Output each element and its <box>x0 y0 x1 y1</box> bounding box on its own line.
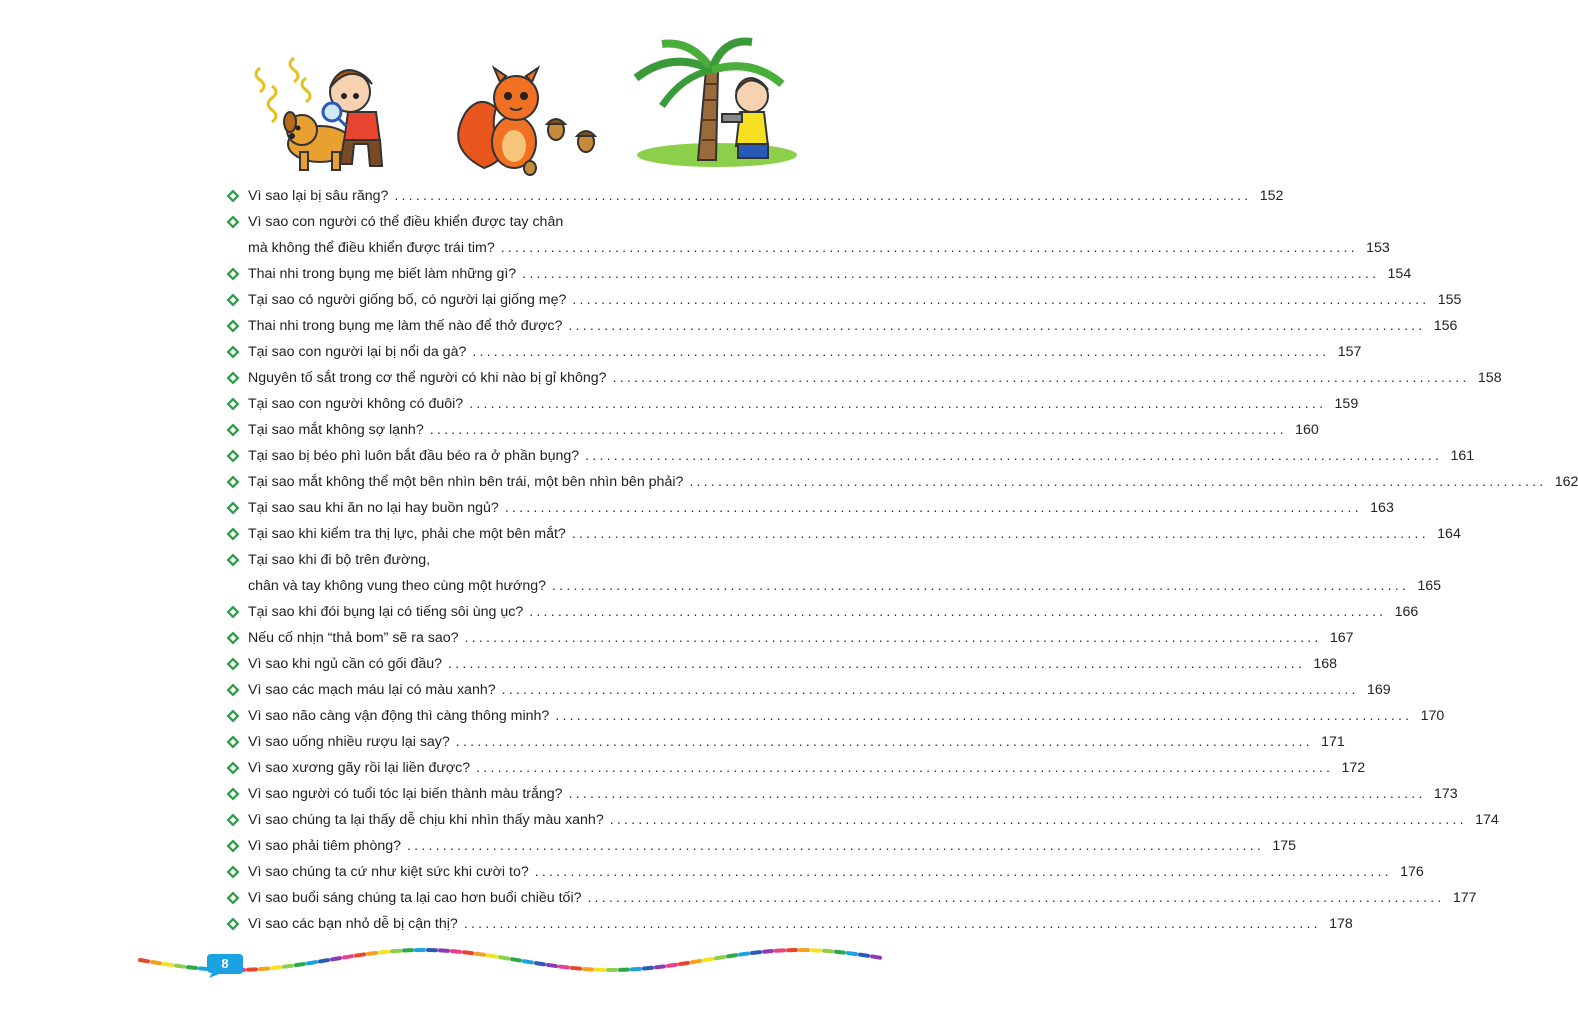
dot-leader: ........................................................................................................................ <box>609 812 1467 828</box>
toc-entry-page: 157 <box>1337 344 1362 360</box>
dot-leader: ........................................................................................................................ <box>464 630 1322 646</box>
wave-dash <box>704 959 712 960</box>
toc-entry-title: Tại sao bị béo phì luôn bắt đầu béo ra ở phần bụng? <box>248 448 580 464</box>
toc-entry-title: Tại sao có người giống bố, có người lại giống mẹ? <box>248 292 567 308</box>
toc-entry <box>226 521 1461 547</box>
toc-entry-title: Thai nhi trong bụng mẹ làm thế nào để thở được? <box>248 318 563 334</box>
dot-leader: ........................................................................................................................ <box>472 344 1330 360</box>
toc-entry-page: 152 <box>1259 188 1284 204</box>
dot-leader: ........................................................................................................................ <box>394 188 1252 204</box>
toc-entry-page: 164 <box>1437 526 1461 542</box>
decorative-dashed-wave <box>140 935 890 985</box>
wave-dash <box>260 968 268 969</box>
toc-entry-title: Nguyên tố sắt trong cơ thể người có khi nào bị gỉ không? <box>248 370 607 386</box>
toc-entry-page: 167 <box>1329 630 1354 646</box>
wave-dash <box>752 952 760 953</box>
dot-leader: ........................................................................................................................ <box>529 604 1387 620</box>
wave-dash <box>500 957 508 958</box>
wave-dash <box>272 967 280 968</box>
wave-dash <box>140 960 148 961</box>
green-diamond-bullet-icon <box>226 423 240 437</box>
toc-entry-title: Vì sao xương gãy rồi lại liền được? <box>248 760 471 776</box>
green-diamond-bullet-icon <box>226 709 240 723</box>
toc-entry <box>226 781 1458 807</box>
wave-dash <box>488 955 496 956</box>
green-diamond-bullet-icon <box>226 631 240 645</box>
toc-entry-page: 175 <box>1272 838 1297 854</box>
green-diamond-bullet-icon <box>226 917 240 931</box>
green-diamond-bullet-icon <box>226 865 240 879</box>
toc-entry-title: Tại sao khi đói bụng lại có tiếng sôi ùng ục? <box>248 604 524 620</box>
toc-entry-title: Vì sao lại bị sâu răng? <box>248 188 389 204</box>
toc-entry <box>226 729 1345 755</box>
wave-dash <box>716 957 724 958</box>
green-diamond-bullet-icon <box>226 761 240 775</box>
green-diamond-bullet-icon <box>226 397 240 411</box>
toc-entry <box>226 625 1354 651</box>
toc-entry-page: 166 <box>1394 604 1419 620</box>
green-diamond-bullet-icon <box>226 735 240 749</box>
dot-leader: ........................................................................................................................ <box>407 838 1265 854</box>
green-diamond-bullet-icon <box>226 189 240 203</box>
toc-entry-page: 160 <box>1295 422 1319 438</box>
wave-dash <box>332 958 340 959</box>
toc-entry <box>226 599 1419 625</box>
toc-entry <box>226 833 1297 859</box>
toc-entry-title: Vì sao buổi sáng chúng ta lại cao hơn buổi chiều tối? <box>248 890 582 906</box>
toc-entry-title: Tại sao mắt không thể một bên nhìn bên trái, một bên nhìn bên phải? <box>248 474 684 490</box>
toc-entry <box>226 651 1338 677</box>
toc-entry-title: mà không thể điều khiển được trái tim? <box>248 240 495 256</box>
wave-dash <box>536 963 544 964</box>
wave-dash <box>584 969 592 970</box>
toc-entry-title: Vì sao phải tiêm phòng? <box>248 838 402 854</box>
wave-dash <box>344 956 352 957</box>
green-diamond-bullet-icon <box>226 371 240 385</box>
illustration-boy-drilling-palm-tree <box>632 40 802 170</box>
toc-entry <box>226 859 1424 885</box>
toc-entry <box>226 911 1353 937</box>
toc-entry-page: 156 <box>1433 318 1458 334</box>
wave-dash <box>572 968 580 969</box>
wave-dash <box>632 969 640 970</box>
toc-entry-page: 170 <box>1420 708 1445 724</box>
wave-dash <box>836 952 844 953</box>
wave-dash <box>164 964 172 965</box>
wave-dash <box>308 962 316 963</box>
toc-entry-title: Tại sao khi đi bộ trên đường, <box>248 552 431 568</box>
dot-leader: ........................................................................................................................ <box>585 448 1443 464</box>
toc-entry-page: 176 <box>1400 864 1424 880</box>
wave-dash <box>476 954 484 955</box>
toc-entry-page: 154 <box>1387 266 1412 282</box>
toc-entry <box>226 885 1477 911</box>
toc-entry-title: Vì sao con người có thể điều khiển được tay chân <box>248 214 564 230</box>
green-diamond-bullet-icon <box>226 813 240 827</box>
wave-dash <box>188 967 196 968</box>
wave-dash <box>452 951 460 952</box>
dot-leader: ........................................................................................................................ <box>500 240 1358 256</box>
green-diamond-bullet-icon <box>226 891 240 905</box>
wave-dash <box>656 966 664 967</box>
toc-entry-title: Vì sao người có tuổi tóc lại biến thành màu trắng? <box>248 786 563 802</box>
toc-entry-page: 159 <box>1334 396 1359 412</box>
page-number: 8 <box>221 956 229 971</box>
wave-dash <box>860 955 868 956</box>
toc-entry <box>226 339 1362 365</box>
dot-leader: ........................................................................................................................ <box>463 916 1321 932</box>
toc-entry-title: Tại sao khi kiểm tra thị lực, phải che một bên mắt? <box>248 526 566 542</box>
wave-dash <box>644 968 652 969</box>
toc-entry-title: Vì sao uống nhiều rượu lại say? <box>248 734 450 750</box>
toc-entry-page: 158 <box>1477 370 1502 386</box>
wave-dash <box>548 965 556 966</box>
toc-entry-title: Vì sao khi ngủ cần có gối đầu? <box>248 656 443 672</box>
dot-leader: ........................................................................................................................ <box>429 422 1287 438</box>
dot-leader: ........................................................................................................................ <box>555 708 1413 724</box>
dot-leader: ........................................................................................................................ <box>476 760 1334 776</box>
toc-entry-page: 161 <box>1450 448 1475 464</box>
green-diamond-bullet-icon <box>226 527 240 541</box>
toc-entry-page: 165 <box>1417 578 1442 594</box>
wave-dash <box>320 960 328 961</box>
green-diamond-bullet-icon <box>226 839 240 853</box>
toc-entry-page: 173 <box>1433 786 1458 802</box>
wave-dash <box>872 956 880 957</box>
wave-dash <box>152 962 160 963</box>
green-diamond-bullet-icon <box>226 215 240 229</box>
wave-dash <box>560 967 568 968</box>
toc-entry-title: Vì sao các mạch máu lại có màu xanh? <box>248 682 496 698</box>
dot-leader: ........................................................................................................................ <box>448 656 1306 672</box>
toc-entry <box>226 313 1458 339</box>
toc-entry <box>226 287 1462 313</box>
toc-entry-page: 153 <box>1366 240 1390 256</box>
wave-dash <box>824 951 832 952</box>
toc-entry <box>226 469 1578 495</box>
wave-dash <box>296 964 304 965</box>
dot-leader: ........................................................................................................................ <box>522 266 1380 282</box>
toc-entry-title: Nếu cố nhịn “thả bom” sẽ ra sao? <box>248 630 459 646</box>
wave-dash <box>392 951 400 952</box>
illustration-boy-with-magnifier-and-dog <box>250 52 410 177</box>
toc-entry-title: Tại sao con người không có đuôi? <box>248 396 464 412</box>
toc-entry-title: Tại sao con người lại bị nổi da gà? <box>248 344 467 360</box>
toc-entry <box>226 261 1412 287</box>
dot-leader: ........................................................................................................................ <box>572 292 1430 308</box>
dot-leader: ........................................................................................................................ <box>568 786 1426 802</box>
wave-dash <box>764 951 772 952</box>
wave-dash <box>740 953 748 954</box>
wave-dash <box>728 955 736 956</box>
toc-entry-page: 162 <box>1554 474 1578 490</box>
wave-dash <box>512 959 520 960</box>
dot-leader: ........................................................................................................................ <box>571 526 1429 542</box>
toc-entry <box>226 807 1499 833</box>
wave-dash <box>848 953 856 954</box>
dot-leader: ........................................................................................................................ <box>504 500 1362 516</box>
toc-entry-page: 163 <box>1370 500 1394 516</box>
toc-entry <box>226 365 1502 391</box>
toc-entry <box>226 391 1359 417</box>
wave-dash <box>284 966 292 967</box>
toc-entry-page: 172 <box>1341 760 1366 776</box>
wave-dash <box>368 953 376 954</box>
toc-entry-title: chân và tay không vung theo cùng một hướng? <box>248 578 547 594</box>
toc-entry-page: 174 <box>1475 812 1499 828</box>
green-diamond-bullet-icon <box>226 787 240 801</box>
toc-entry-page: 177 <box>1452 890 1477 906</box>
dot-leader: ........................................................................................................................ <box>568 318 1426 334</box>
toc-entry-page: 155 <box>1437 292 1462 308</box>
green-diamond-bullet-icon <box>226 319 240 333</box>
toc-entry-title: Tại sao mắt không sợ lạnh? <box>248 422 424 438</box>
toc-entry <box>226 677 1391 703</box>
toc-entry-title: Vì sao chúng ta lại thấy dễ chịu khi nhìn thấy màu xanh? <box>248 812 604 828</box>
wave-dash <box>464 952 472 953</box>
toc-entry-page: 171 <box>1321 734 1345 750</box>
dot-leader: ........................................................................................................................ <box>534 864 1392 880</box>
toc-entry-page: 168 <box>1313 656 1338 672</box>
green-diamond-bullet-icon <box>226 501 240 515</box>
toc-entry <box>226 209 1390 261</box>
green-diamond-bullet-icon <box>226 475 240 489</box>
green-diamond-bullet-icon <box>226 683 240 697</box>
toc-entry-title: Tại sao sau khi ăn no lại hay buồn ngủ? <box>248 500 499 516</box>
toc-entry <box>226 755 1366 781</box>
wave-dash <box>692 961 700 962</box>
dot-leader: ........................................................................................................................ <box>612 370 1470 386</box>
wave-dash <box>524 961 532 962</box>
toc-entry-page: 178 <box>1329 916 1353 932</box>
dot-leader: ........................................................................................................................ <box>501 682 1359 698</box>
green-diamond-bullet-icon <box>226 267 240 281</box>
toc-entry-title: Vì sao chúng ta cứ như kiệt sức khi cười to? <box>248 864 529 880</box>
dot-leader: ........................................................................................................................ <box>587 890 1445 906</box>
wave-dash <box>176 966 184 967</box>
illustration-squirrel-with-acorns <box>452 68 607 178</box>
green-diamond-bullet-icon <box>226 553 240 567</box>
toc-entry-title: Vì sao não càng vận động thì càng thông minh? <box>248 708 550 724</box>
green-diamond-bullet-icon <box>226 449 240 463</box>
dot-leader: ........................................................................................................................ <box>469 396 1327 412</box>
toc-entry-title: Thai nhi trong bụng mẹ biết làm những gì? <box>248 266 517 282</box>
green-diamond-bullet-icon <box>226 657 240 671</box>
toc-entry-page: 169 <box>1366 682 1391 698</box>
toc-entry <box>226 183 1284 209</box>
dot-leader: ........................................................................................................................ <box>689 474 1547 490</box>
toc-entry-title: Vì sao các bạn nhỏ dễ bị cận thị? <box>248 916 458 932</box>
green-diamond-bullet-icon <box>226 293 240 307</box>
toc-entry <box>226 443 1475 469</box>
toc-entry <box>226 495 1394 521</box>
toc-entry <box>226 547 1442 599</box>
green-diamond-bullet-icon <box>226 345 240 359</box>
toc-entry <box>226 703 1445 729</box>
wave-dash <box>356 954 364 955</box>
toc-entry <box>226 417 1319 443</box>
green-diamond-bullet-icon <box>226 605 240 619</box>
dot-leader: ........................................................................................................................ <box>552 578 1410 594</box>
wave-dash <box>668 965 676 966</box>
table-of-contents <box>226 183 1578 937</box>
wave-dash <box>680 963 688 964</box>
wave-dash <box>380 952 388 953</box>
dot-leader: ........................................................................................................................ <box>455 734 1313 750</box>
